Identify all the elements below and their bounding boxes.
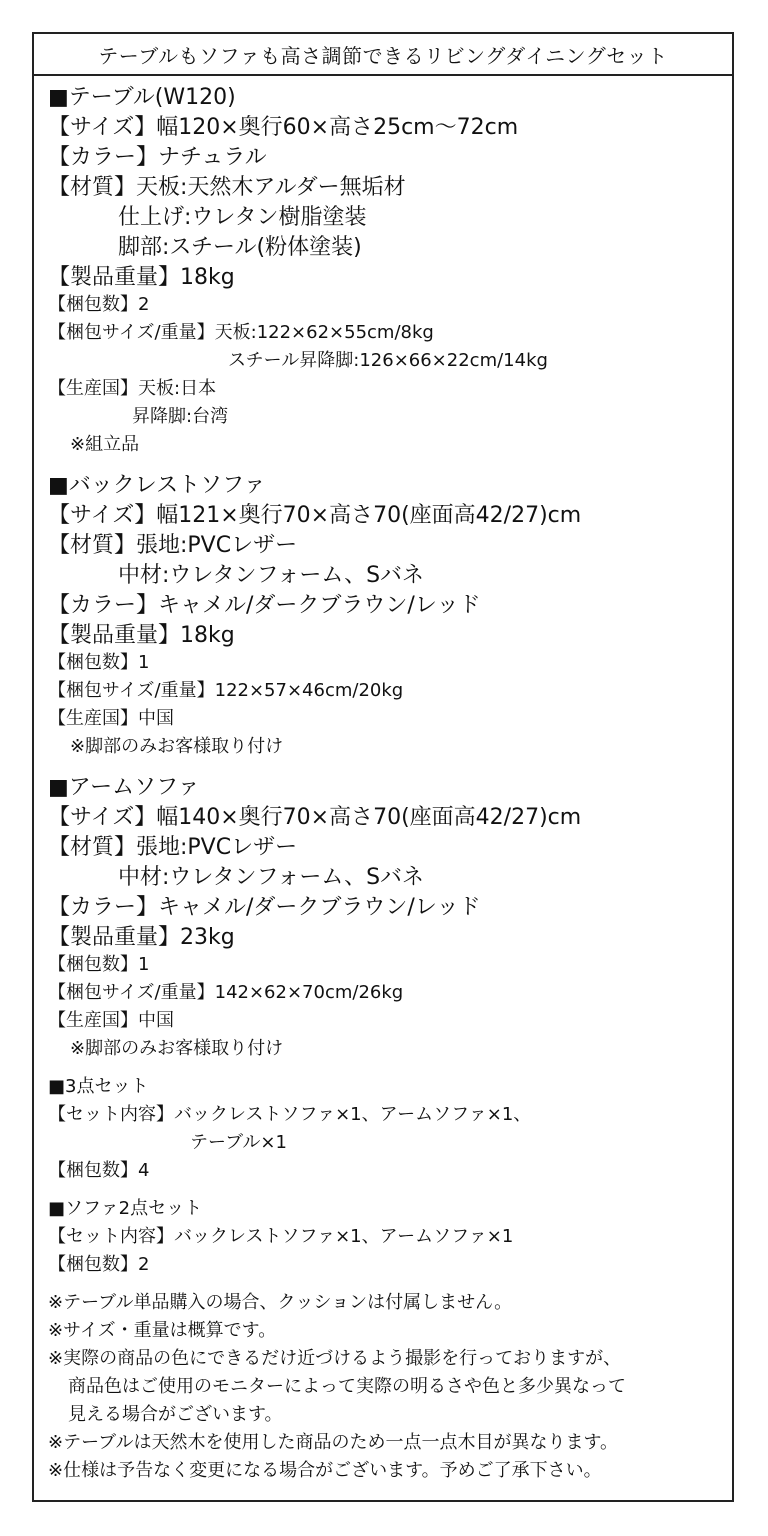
table-package-size: 【梱包サイズ/重量】天板:122×62×55cm/8kg [48, 322, 434, 343]
backrest-sofa-color: 【カラー】キャメル/ダークブラウン/レッド [48, 593, 481, 618]
table-package-size-legs: スチール昇降脚:126×66×22cm/14kg [228, 350, 548, 371]
table-finish: 仕上げ:ウレタン樹脂塗装 [118, 205, 367, 230]
set3-contents-table: テーブル×1 [190, 1132, 287, 1153]
note-spec-change: ※仕様は予告なく変更になる場合がございます。予めご了承下さい。 [48, 1460, 602, 1481]
set3-packages: 【梱包数】4 [48, 1160, 150, 1181]
backrest-sofa-origin: 【生産国】中国 [48, 708, 174, 729]
table-weight: 【製品重量】18kg [48, 265, 235, 290]
table-note: ※組立品 [70, 434, 140, 455]
table-color: 【カラー】ナチュラル [48, 145, 267, 170]
note-color: ※実際の商品の色にできるだけ近づけるよう撮影を行っておりますが、 [48, 1348, 622, 1369]
arm-sofa-package-size: 【梱包サイズ/重量】142×62×70cm/26kg [48, 982, 404, 1003]
table-heading: ■テーブル(W120) [48, 85, 236, 110]
sofa2-contents: 【セット内容】バックレストソファ×1、アームソファ×1 [48, 1226, 514, 1247]
arm-sofa-packages: 【梱包数】1 [48, 954, 150, 975]
spec-frame [32, 32, 734, 1502]
note-color-cont: 商品色はご使用のモニターによって実際の明るさや色と多少異なって [68, 1376, 626, 1397]
arm-sofa-filling: 中材:ウレタンフォーム、Sバネ [118, 865, 425, 890]
note-approx: ※サイズ・重量は概算です。 [48, 1320, 277, 1341]
table-origin-legs: 昇降脚:台湾 [132, 406, 229, 427]
sofa2-heading: ■ソファ2点セット [48, 1198, 203, 1219]
backrest-sofa-packages: 【梱包数】1 [48, 652, 150, 673]
note-cushion: ※テーブル単品購入の場合、クッションは付属しません。 [48, 1292, 513, 1313]
sofa2-packages: 【梱包数】2 [48, 1254, 150, 1275]
note-wood-grain: ※テーブルは天然木を使用した商品のため一点一点木目が異なります。 [48, 1432, 619, 1453]
arm-sofa-note: ※脚部のみお客様取り付け [70, 1038, 284, 1059]
table-packages: 【梱包数】2 [48, 294, 150, 315]
backrest-sofa-size: 【サイズ】幅121×奥行70×高さ70(座面高42/27)cm [48, 503, 582, 528]
table-size: 【サイズ】幅120×奥行60×高さ25cm〜72cm [48, 115, 519, 140]
arm-sofa-material: 【材質】張地:PVCレザー [48, 835, 298, 860]
arm-sofa-weight: 【製品重量】23kg [48, 925, 235, 950]
set3-contents: 【セット内容】バックレストソファ×1、アームソファ×1、 [48, 1104, 532, 1125]
note-color-cont2: 見える場合がございます。 [68, 1404, 283, 1425]
backrest-sofa-note: ※脚部のみお客様取り付け [70, 736, 284, 757]
arm-sofa-origin: 【生産国】中国 [48, 1010, 174, 1031]
table-legs: 脚部:スチール(粉体塗装) [118, 235, 362, 260]
backrest-sofa-material: 【材質】張地:PVCレザー [48, 533, 298, 558]
spec-content [48, 84, 722, 1488]
backrest-sofa-heading: ■バックレストソファ [48, 473, 266, 498]
arm-sofa-heading: ■アームソファ [48, 775, 200, 800]
arm-sofa-size: 【サイズ】幅140×奥行70×高さ70(座面高42/27)cm [48, 805, 582, 830]
backrest-sofa-weight: 【製品重量】18kg [48, 623, 235, 648]
backrest-sofa-filling: 中材:ウレタンフォーム、Sバネ [118, 563, 425, 588]
table-material: 【材質】天板:天然木アルダー無垢材 [48, 175, 406, 200]
backrest-sofa-package-size: 【梱包サイズ/重量】122×57×46cm/20kg [48, 680, 404, 701]
set3-heading: ■3点セット [48, 1076, 149, 1097]
table-origin: 【生産国】天板:日本 [48, 378, 217, 399]
arm-sofa-color: 【カラー】キャメル/ダークブラウン/レッド [48, 895, 481, 920]
page-title: テーブルもソファも高さ調節できるリビングダイニングセット [34, 34, 732, 76]
